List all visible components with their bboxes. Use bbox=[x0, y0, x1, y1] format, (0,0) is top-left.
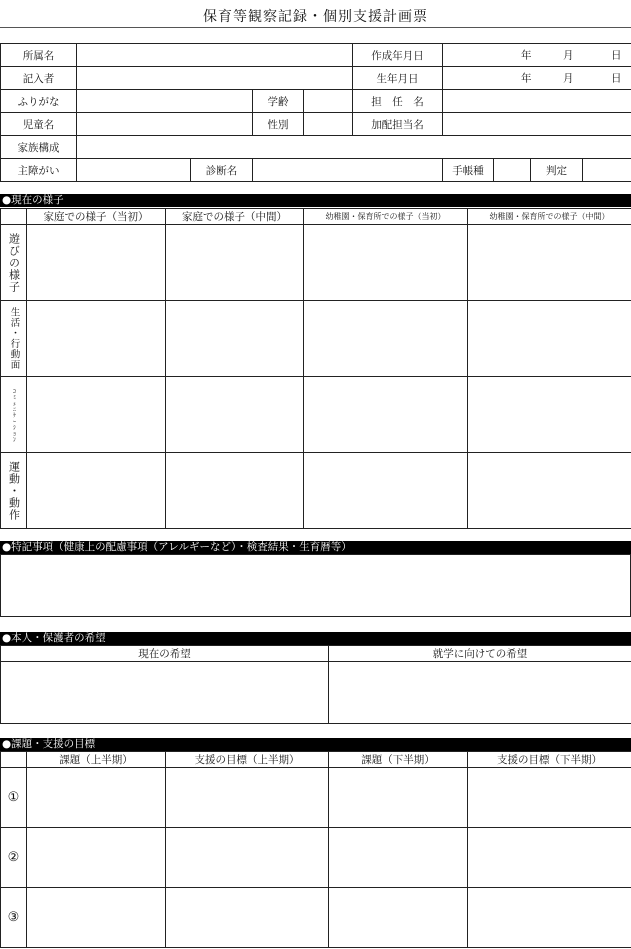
col-school-middle: 幼稚園・保育所での様子（中間） bbox=[468, 209, 631, 225]
future-wish-field[interactable] bbox=[329, 662, 631, 724]
cell-comm-home-initial[interactable] bbox=[27, 377, 166, 453]
cell-play-school-initial[interactable] bbox=[304, 225, 468, 301]
birth-date-field[interactable] bbox=[443, 67, 631, 90]
cell-1-goal-first[interactable] bbox=[166, 768, 329, 828]
gender-field[interactable] bbox=[304, 113, 353, 136]
cell-comm-home-middle[interactable] bbox=[166, 377, 304, 453]
row-number-2: ② bbox=[1, 828, 27, 888]
affiliation-field[interactable] bbox=[77, 44, 353, 67]
child-name-field[interactable] bbox=[77, 113, 253, 136]
birth-month-label: 月 bbox=[563, 72, 574, 85]
col-future-wish: 就学に向けての希望 bbox=[329, 646, 631, 662]
col-school-initial: 幼稚園・保育所での様子（当初） bbox=[304, 209, 468, 225]
furigana-field[interactable] bbox=[77, 90, 253, 113]
cell-2-goal-second[interactable] bbox=[468, 828, 631, 888]
teacher-field[interactable] bbox=[443, 90, 631, 113]
handbook-field[interactable] bbox=[494, 159, 531, 182]
cell-comm-school-middle[interactable] bbox=[468, 377, 631, 453]
col-task-first-half: 課題（上半期） bbox=[27, 752, 166, 768]
cell-3-goal-first[interactable] bbox=[166, 888, 329, 948]
created-year-label: 年 bbox=[521, 49, 532, 62]
col-task-second-half: 課題（下半期） bbox=[329, 752, 468, 768]
label-created-date: 作成年月日 bbox=[353, 44, 443, 67]
cell-motor-school-initial[interactable] bbox=[304, 453, 468, 529]
label-age-grade: 学齢 bbox=[253, 90, 304, 113]
additional-teacher-field[interactable] bbox=[443, 113, 631, 136]
cell-play-home-initial[interactable] bbox=[27, 225, 166, 301]
diagnosis-field[interactable] bbox=[253, 159, 443, 182]
label-gender: 性別 bbox=[253, 113, 304, 136]
col-home-middle: 家庭での様子（中間） bbox=[166, 209, 304, 225]
wishes-section-header: ●本人・保護者の希望 bbox=[0, 632, 631, 645]
label-child-name: 児童名 bbox=[1, 113, 77, 136]
corner-cell bbox=[1, 209, 27, 225]
cell-comm-school-initial[interactable] bbox=[304, 377, 468, 453]
col-goal-first-half: 支援の目標（上半期） bbox=[166, 752, 329, 768]
label-birth-date: 生年月日 bbox=[353, 67, 443, 90]
form-title: 保育等観察記録・個別支援計画票 bbox=[203, 9, 428, 25]
col-goal-second-half: 支援の目標（下半期） bbox=[468, 752, 631, 768]
cell-2-task-second[interactable] bbox=[329, 828, 468, 888]
recorder-field[interactable] bbox=[77, 67, 353, 90]
created-date-field[interactable] bbox=[443, 44, 631, 67]
cell-play-school-middle[interactable] bbox=[468, 225, 631, 301]
label-teacher: 担 任 名 bbox=[353, 90, 443, 113]
cell-life-school-initial[interactable] bbox=[304, 301, 468, 377]
cell-3-task-first[interactable] bbox=[27, 888, 166, 948]
row-life-behavior: 生活・行動面 bbox=[8, 307, 20, 370]
judgement-field[interactable] bbox=[583, 159, 631, 182]
goals-table bbox=[0, 751, 631, 948]
family-field[interactable] bbox=[77, 136, 631, 159]
label-affiliation: 所属名 bbox=[1, 44, 77, 67]
notes-table bbox=[0, 554, 631, 617]
birth-day-label: 日 bbox=[611, 72, 622, 85]
created-month-label: 月 bbox=[563, 49, 574, 62]
cell-motor-home-middle[interactable] bbox=[166, 453, 304, 529]
goals-corner-cell bbox=[1, 752, 27, 768]
col-current-wish: 現在の希望 bbox=[1, 646, 329, 662]
age-grade-field[interactable] bbox=[304, 90, 353, 113]
row-motor: 運動・動作 bbox=[7, 460, 21, 521]
label-recorder: 記入者 bbox=[1, 67, 77, 90]
label-disability: 主障がい bbox=[1, 159, 77, 182]
wishes-table bbox=[0, 645, 631, 724]
goals-section-header: ●課題・支援の目標 bbox=[0, 738, 631, 751]
col-home-initial: 家庭での様子（当初） bbox=[27, 209, 166, 225]
current-wish-field[interactable] bbox=[1, 662, 329, 724]
row-number-1: ① bbox=[1, 768, 27, 828]
row-play: 遊びの様子 bbox=[7, 232, 21, 293]
birth-year-label: 年 bbox=[521, 72, 532, 85]
cell-3-goal-second[interactable] bbox=[468, 888, 631, 948]
current-status-table bbox=[0, 208, 631, 529]
cell-1-goal-second[interactable] bbox=[468, 768, 631, 828]
current-section-header: ●現在の様子 bbox=[0, 194, 631, 207]
cell-1-task-first[interactable] bbox=[27, 768, 166, 828]
created-day-label: 日 bbox=[611, 49, 622, 62]
cell-2-task-first[interactable] bbox=[27, 828, 166, 888]
disability-field[interactable] bbox=[77, 159, 191, 182]
basic-info-table bbox=[0, 43, 631, 182]
notes-field[interactable] bbox=[1, 555, 631, 617]
label-family: 家族構成 bbox=[1, 136, 77, 159]
label-furigana: ふりがな bbox=[1, 90, 77, 113]
label-diagnosis: 診断名 bbox=[191, 159, 253, 182]
cell-life-home-initial[interactable] bbox=[27, 301, 166, 377]
cell-motor-home-initial[interactable] bbox=[27, 453, 166, 529]
cell-2-goal-first[interactable] bbox=[166, 828, 329, 888]
row-number-3: ③ bbox=[1, 888, 27, 948]
title-underline bbox=[0, 27, 631, 28]
label-additional-teacher: 加配担当名 bbox=[353, 113, 443, 136]
cell-3-task-second[interactable] bbox=[329, 888, 468, 948]
cell-life-home-middle[interactable] bbox=[166, 301, 304, 377]
cell-life-school-middle[interactable] bbox=[468, 301, 631, 377]
cell-play-home-middle[interactable] bbox=[166, 225, 304, 301]
label-judgement: 判定 bbox=[531, 159, 583, 182]
cell-1-task-second[interactable] bbox=[329, 768, 468, 828]
label-handbook: 手帳種 bbox=[443, 159, 494, 182]
cell-motor-school-middle[interactable] bbox=[468, 453, 631, 529]
row-communication: ｺﾐｭﾆｹｰｼｮﾝ bbox=[10, 387, 17, 442]
notes-section-header: ●特記事項（健康上の配慮事項（アレルギーなど）・検査結果・生育暦等） bbox=[0, 541, 631, 554]
